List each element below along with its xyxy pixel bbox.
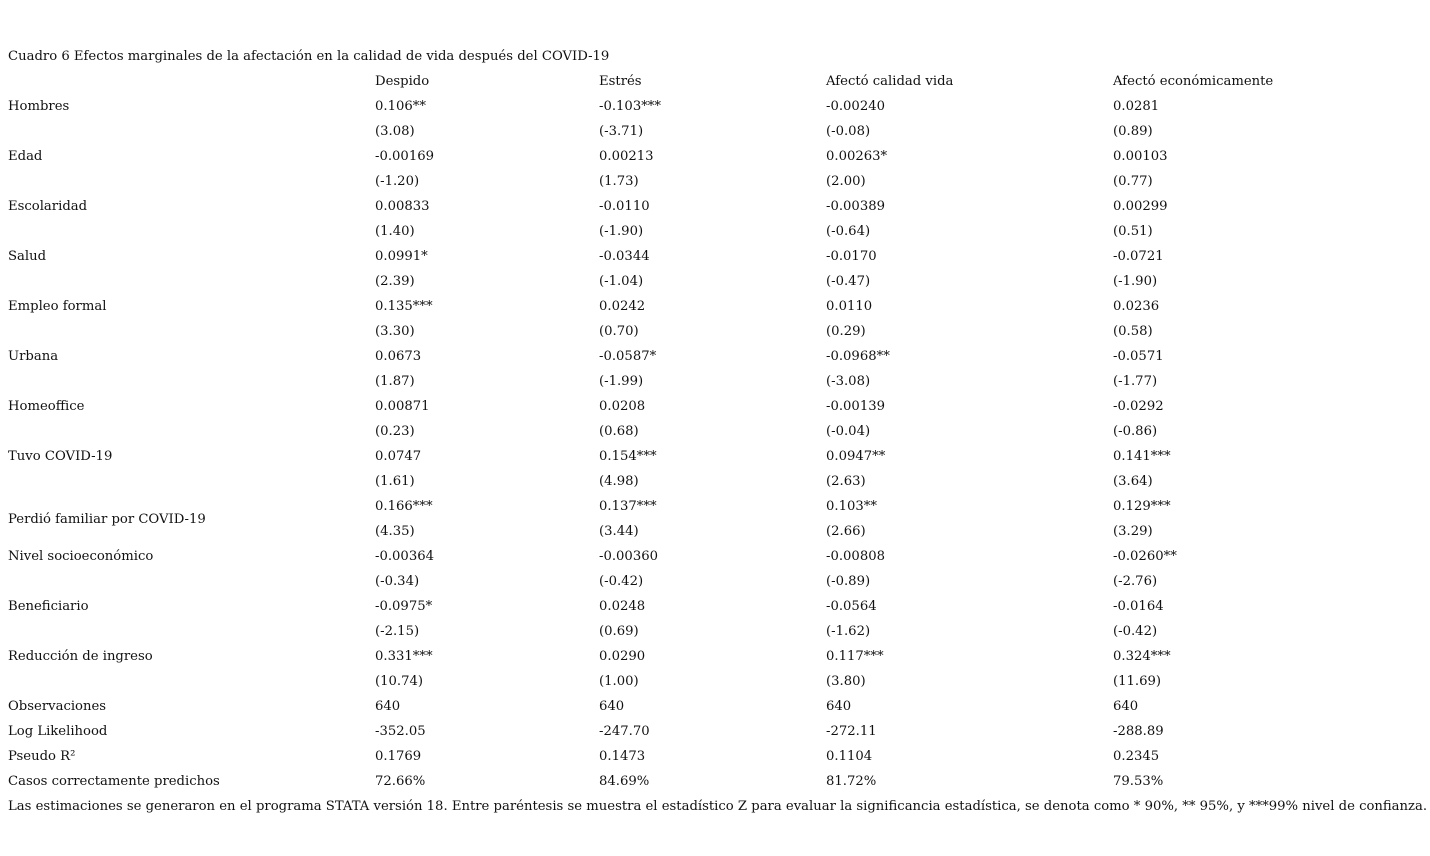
coefficient-cell: -0.00360: [599, 549, 658, 564]
z-stat-cell: (0.69): [599, 624, 639, 639]
blank-cell: [8, 469, 375, 494]
z-stat-cell: (0.89): [1113, 124, 1153, 139]
coefficient-cell: 0.106**: [375, 99, 426, 114]
header-row: [8, 69, 1423, 94]
column-header: Afectó económicamente: [1113, 74, 1274, 89]
z-stat-cell: (3.44): [599, 524, 639, 539]
z-stat-cell: (-1.20): [375, 174, 420, 189]
blank-cell: [8, 169, 375, 194]
coefficient-cell: 0.0747: [375, 449, 422, 464]
z-stat-cell: (1.00): [599, 674, 639, 689]
table-caption: Cuadro 6 Efectos marginales de la afectación en la calidad de vida después del COVID-19: [8, 49, 610, 64]
stat-label: Casos correctamente predichos: [8, 774, 220, 789]
z-stat-row: [8, 469, 1423, 494]
stat-cell: 640: [375, 699, 401, 714]
z-stat-cell: (1.61): [375, 474, 415, 489]
stat-cell: 79.53%: [1113, 774, 1164, 789]
z-stat-row: [8, 119, 1423, 144]
z-stat-cell: (-0.64): [826, 224, 871, 239]
coefficient-cell: -0.0571: [1113, 349, 1164, 364]
z-stat-cell: (11.69): [1113, 674, 1162, 689]
coefficient-cell: 0.154***: [599, 449, 657, 464]
stat-row: [8, 744, 1423, 769]
z-stat-cell: (-3.71): [599, 124, 644, 139]
z-stat-cell: (2.39): [375, 274, 415, 289]
coefficient-cell: -0.0292: [1113, 399, 1164, 414]
z-stat-row: [8, 369, 1423, 394]
coefficient-cell: 0.0110: [826, 299, 873, 314]
coefficient-row: [8, 594, 1423, 619]
marginal-effects-table: [8, 69, 1423, 794]
coefficient-cell: 0.129***: [1113, 499, 1171, 514]
stat-cell: 72.66%: [375, 774, 426, 789]
column-header: Estrés: [599, 74, 642, 89]
coefficient-cell: 0.0248: [599, 599, 646, 614]
coefficient-cell: 0.00833: [375, 199, 430, 214]
column-header: Despido: [375, 74, 430, 89]
coefficient-cell: -0.00169: [375, 149, 434, 164]
z-stat-row: [8, 419, 1423, 444]
coefficient-cell: 0.0236: [1113, 299, 1160, 314]
coefficient-cell: -0.0164: [1113, 599, 1164, 614]
z-stat-cell: (0.23): [375, 424, 415, 439]
coefficient-row: [8, 144, 1423, 169]
z-stat-row: [8, 619, 1423, 644]
variable-label: Beneficiario: [8, 599, 89, 614]
z-stat-cell: (4.35): [375, 524, 415, 539]
variable-label: Salud: [8, 249, 47, 264]
variable-label: Escolaridad: [8, 199, 88, 214]
table-body: [8, 94, 1423, 794]
blank-cell: [8, 369, 375, 394]
z-stat-cell: (2.63): [826, 474, 866, 489]
variable-label: Homeoffice: [8, 399, 85, 414]
z-stat-row: [8, 319, 1423, 344]
coefficient-row: [8, 294, 1423, 319]
stat-row: [8, 719, 1423, 744]
blank-cell: [8, 569, 375, 594]
blank-cell: [8, 119, 375, 144]
blank-cell: [8, 619, 375, 644]
coefficient-cell: 0.0281: [1113, 99, 1160, 114]
coefficient-cell: 0.0991*: [375, 249, 428, 264]
z-stat-cell: (-1.77): [1113, 374, 1158, 389]
z-stat-cell: (-0.89): [826, 574, 871, 589]
coefficient-cell: 0.0673: [375, 349, 422, 364]
coefficient-row: [8, 194, 1423, 219]
z-stat-cell: (2.00): [826, 174, 866, 189]
z-stat-cell: (3.30): [375, 324, 415, 339]
coefficient-cell: -0.0344: [599, 249, 650, 264]
coefficient-cell: 0.135***: [375, 299, 433, 314]
coefficient-cell: 0.0947**: [826, 449, 886, 464]
coefficient-cell: -0.00389: [826, 199, 885, 214]
z-stat-cell: (3.80): [826, 674, 866, 689]
blank-cell: [8, 269, 375, 294]
z-stat-cell: (0.77): [1113, 174, 1153, 189]
coefficient-cell: 0.0290: [599, 649, 646, 664]
coefficient-row: [8, 344, 1423, 369]
z-stat-row: [8, 569, 1423, 594]
variable-label: Urbana: [8, 349, 59, 364]
coefficient-row: [8, 494, 1423, 519]
coefficient-cell: -0.00808: [826, 549, 885, 564]
z-stat-cell: (1.73): [599, 174, 639, 189]
coefficient-cell: 0.324***: [1113, 649, 1171, 664]
coefficient-row: [8, 544, 1423, 569]
stat-cell: -247.70: [599, 724, 650, 739]
table-note: Las estimaciones se generaron en el programa STATA versión 18. Entre paréntesis se muestra el estadístico Z para evaluar la significancia estadística, se denota como * 90%, ** 95%, y ***99% nivel de confianza.: [8, 799, 1428, 814]
z-stat-cell: (0.58): [1113, 324, 1153, 339]
coefficient-cell: -0.0170: [826, 249, 877, 264]
z-stat-cell: (-1.04): [599, 274, 644, 289]
stat-label: Observaciones: [8, 699, 107, 714]
coefficient-cell: -0.00364: [375, 549, 434, 564]
stat-cell: 0.2345: [1113, 749, 1160, 764]
z-stat-cell: (-1.99): [599, 374, 644, 389]
coefficient-row: [8, 94, 1423, 119]
coefficient-row: [8, 444, 1423, 469]
coefficient-cell: 0.00871: [375, 399, 430, 414]
coefficient-cell: -0.00240: [826, 99, 885, 114]
z-stat-cell: (-0.34): [375, 574, 420, 589]
stat-cell: 84.69%: [599, 774, 650, 789]
variable-label: Tuvo COVID-19: [8, 449, 113, 464]
z-stat-cell: (1.87): [375, 374, 415, 389]
z-stat-row: [8, 669, 1423, 694]
coefficient-row: [8, 644, 1423, 669]
z-stat-cell: (-3.08): [826, 374, 871, 389]
z-stat-cell: (-1.62): [826, 624, 871, 639]
z-stat-cell: (-0.08): [826, 124, 871, 139]
stat-cell: -272.11: [826, 724, 877, 739]
coefficient-cell: -0.0975*: [375, 599, 433, 614]
z-stat-cell: (-0.47): [826, 274, 871, 289]
stat-cell: 0.1769: [375, 749, 422, 764]
stat-label: Log Likelihood: [8, 724, 108, 739]
z-stat-cell: (-0.42): [599, 574, 644, 589]
stat-row: [8, 769, 1423, 794]
coefficient-cell: 0.103**: [826, 499, 877, 514]
stat-cell: 0.1473: [599, 749, 646, 764]
stat-label: Pseudo R²: [8, 749, 76, 764]
stat-cell: 640: [1113, 699, 1139, 714]
z-stat-cell: (10.74): [375, 674, 424, 689]
stat-cell: -352.05: [375, 724, 426, 739]
coefficient-cell: 0.331***: [375, 649, 433, 664]
coefficient-cell: 0.00103: [1113, 149, 1168, 164]
z-stat-cell: (1.40): [375, 224, 415, 239]
stat-cell: 0.1104: [826, 749, 873, 764]
coefficient-cell: -0.0564: [826, 599, 877, 614]
coefficient-cell: 0.117***: [826, 649, 884, 664]
variable-label: Reducción de ingreso: [8, 649, 153, 664]
stat-cell: 640: [826, 699, 852, 714]
z-stat-cell: (-0.04): [826, 424, 871, 439]
coefficient-cell: 0.0242: [599, 299, 646, 314]
z-stat-cell: (0.68): [599, 424, 639, 439]
z-stat-cell: (3.64): [1113, 474, 1153, 489]
blank-cell: [8, 319, 375, 344]
z-stat-row: [8, 269, 1423, 294]
z-stat-cell: (4.98): [599, 474, 639, 489]
coefficient-cell: 0.137***: [599, 499, 657, 514]
variable-label: Hombres: [8, 99, 70, 114]
coefficient-cell: -0.0587*: [599, 349, 657, 364]
z-stat-row: [8, 169, 1423, 194]
coefficient-cell: 0.0208: [599, 399, 646, 414]
coefficient-row: [8, 244, 1423, 269]
stat-cell: 81.72%: [826, 774, 877, 789]
z-stat-cell: (-1.90): [1113, 274, 1158, 289]
coefficient-cell: -0.0260**: [1113, 549, 1177, 564]
z-stat-cell: (0.29): [826, 324, 866, 339]
stat-row: [8, 694, 1423, 719]
coefficient-cell: 0.166***: [375, 499, 433, 514]
blank-cell: [8, 219, 375, 244]
z-stat-cell: (2.66): [826, 524, 866, 539]
coefficient-cell: 0.00299: [1113, 199, 1168, 214]
z-stat-row: [8, 219, 1423, 244]
column-header: Afectó calidad vida: [826, 74, 954, 89]
coefficient-cell: -0.0721: [1113, 249, 1164, 264]
z-stat-cell: (-0.42): [1113, 624, 1158, 639]
variable-label: Empleo formal: [8, 299, 107, 314]
z-stat-cell: (0.51): [1113, 224, 1153, 239]
blank-cell: [8, 419, 375, 444]
coefficient-cell: 0.00213: [599, 149, 654, 164]
z-stat-cell: (-1.90): [599, 224, 644, 239]
blank-cell: [8, 669, 375, 694]
coefficient-cell: -0.103***: [599, 99, 661, 114]
document: [8, 44, 1428, 819]
coefficient-row: [8, 394, 1423, 419]
z-stat-cell: (3.29): [1113, 524, 1153, 539]
z-stat-cell: (0.70): [599, 324, 639, 339]
z-stat-cell: (-2.76): [1113, 574, 1158, 589]
z-stat-cell: (3.08): [375, 124, 415, 139]
coefficient-cell: -0.0110: [599, 199, 650, 214]
variable-label: Edad: [8, 149, 43, 164]
coefficient-cell: -0.00139: [826, 399, 885, 414]
z-stat-cell: (-0.86): [1113, 424, 1158, 439]
coefficient-cell: -0.0968**: [826, 349, 890, 364]
stat-cell: -288.89: [1113, 724, 1164, 739]
variable-label: Perdió familiar por COVID-19: [8, 511, 206, 527]
stat-cell: 640: [599, 699, 625, 714]
header-blank: [8, 69, 375, 94]
coefficient-cell: 0.141***: [1113, 449, 1171, 464]
variable-label: Nivel socioeconómico: [8, 549, 154, 564]
coefficient-cell: 0.00263*: [826, 149, 888, 164]
z-stat-cell: (-2.15): [375, 624, 420, 639]
